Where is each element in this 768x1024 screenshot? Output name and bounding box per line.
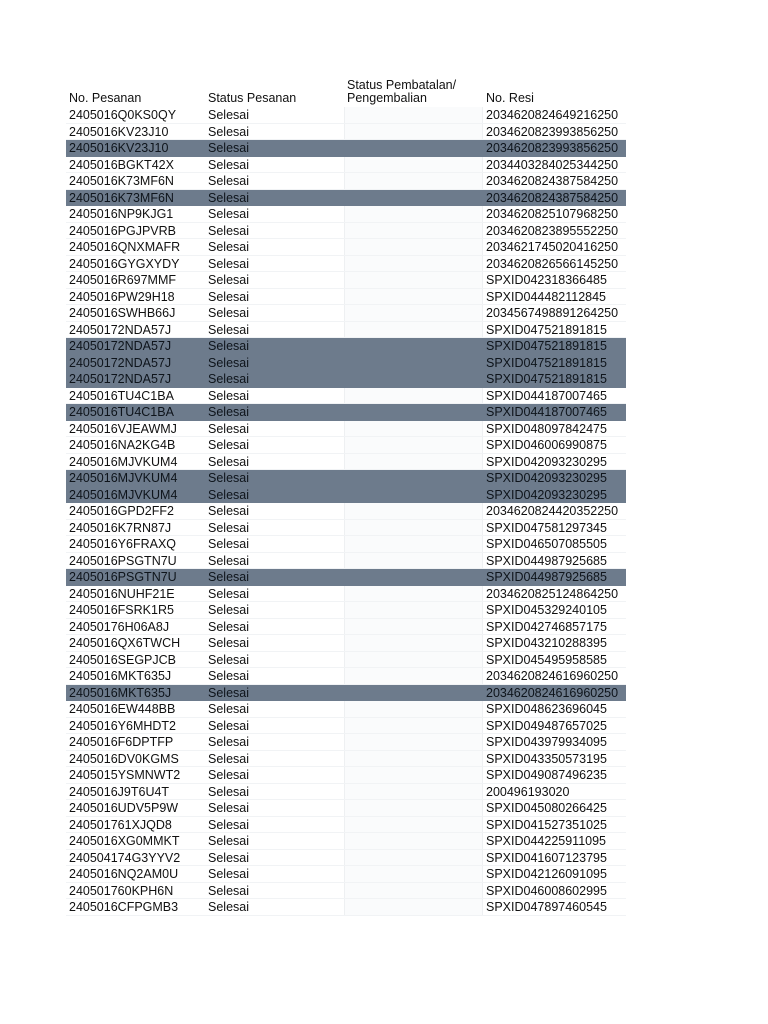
cell-no-pesanan: 2405016GPD2FF2 [69,504,174,518]
table-row [66,421,626,438]
cell-status-pembatalan [344,701,483,717]
table-row [66,685,626,702]
cell-status-pembatalan [344,536,483,552]
table-row [66,107,626,124]
cell-status-pesanan: Selesai [208,834,249,848]
cell-status-pembatalan [344,388,483,404]
cell-no-resi: 2034567498891264250 [486,306,619,320]
cell-status-pembatalan [344,586,483,602]
cell-status-pembatalan [344,784,483,800]
table-header [66,78,626,107]
cell-no-resi: SPXID044187007465 [486,405,607,419]
table-row [66,322,626,339]
cell-status-pesanan: Selesai [208,240,249,254]
cell-no-resi: SPXID042746857175 [486,619,607,634]
cell-no-resi: SPXID044482112845 [486,289,607,304]
table-row [66,388,626,405]
cell-status-pesanan: Selesai [208,900,249,914]
cell-no-pesanan: 2405016NQ2AM0U [69,867,179,881]
cell-no-resi: SPXID048097842475 [486,421,607,436]
cell-status-pesanan: Selesai [208,388,249,403]
cell-status-pesanan: Selesai [208,801,249,815]
cell-status-pesanan: Selesai [208,817,249,832]
table-row [66,701,626,718]
cell-status-pembatalan [344,404,483,420]
table-row [66,817,626,834]
cell-status-pembatalan [344,866,483,882]
table-row [66,223,626,240]
cell-status-pesanan: Selesai [208,207,249,221]
cell-status-pembatalan [344,223,483,239]
cell-status-pesanan: Selesai [208,223,249,238]
table-row [66,602,626,619]
table-row [66,454,626,471]
table-row [66,553,626,570]
cell-no-resi: SPXID045495958585 [486,652,607,667]
cell-status-pesanan: Selesai [208,867,249,881]
cell-no-pesanan: 2405016PGJPVRB [69,223,177,238]
cell-status-pembatalan [344,883,483,899]
cell-no-resi: SPXID044987925685 [486,553,607,568]
header-no-pesanan: No. Pesanan [69,91,142,105]
cell-no-pesanan: 2405016TU4C1BA [69,405,174,419]
cell-no-pesanan: 2405016KV23J10 [69,124,169,139]
cell-status-pesanan: Selesai [208,850,249,865]
cell-status-pesanan: Selesai [208,322,249,337]
table-row [66,718,626,735]
cell-no-pesanan: 2405016NA2KG4B [69,438,176,452]
table-row [66,751,626,768]
cell-status-pembatalan [344,800,483,816]
table-row [66,619,626,636]
cell-no-pesanan: 2405016BGKT42X [69,157,174,172]
cell-no-pesanan: 2405016Y6MHDT2 [69,718,177,733]
table-row [66,536,626,553]
cell-no-resi: 2034620823895552250 [486,223,619,238]
header-status-pembatalan-line1: Status Pembatalan/ [347,78,457,92]
cell-status-pesanan: Selesai [208,784,249,799]
cell-no-resi: SPXID047521891815 [486,322,607,337]
table-row [66,190,626,207]
cell-status-pembatalan [344,140,483,156]
cell-status-pembatalan [344,833,483,849]
cell-status-pembatalan [344,470,483,486]
cell-status-pembatalan [344,751,483,767]
cell-no-pesanan: 24050172NDA57J [69,372,172,386]
cell-no-resi: 200496193020 [486,784,570,799]
cell-no-resi: 2034620824616960250 [486,685,619,700]
table-row [66,157,626,174]
cell-no-resi: SPXID043979934095 [486,735,607,749]
cell-no-resi: SPXID045080266425 [486,801,607,815]
cell-no-pesanan: 2405016MJVKUM4 [69,454,178,469]
cell-no-pesanan: 2405016K73MF6N [69,190,174,205]
cell-status-pembatalan [344,652,483,668]
cell-status-pesanan: Selesai [208,718,249,733]
cell-status-pesanan: Selesai [208,174,249,188]
cell-no-pesanan: 2405016VJEAWMJ [69,421,177,436]
cell-status-pembatalan [344,553,483,569]
cell-no-pesanan: 2405016J9T6U4T [69,784,170,799]
cell-status-pesanan: Selesai [208,124,249,139]
cell-status-pembatalan [344,503,483,519]
cell-status-pembatalan [344,487,483,503]
cell-status-pembatalan [344,421,483,437]
cell-status-pesanan: Selesai [208,339,249,353]
cell-no-resi: SPXID047581297345 [486,520,607,535]
order-table [66,78,626,916]
cell-status-pesanan: Selesai [208,768,249,782]
cell-no-pesanan: 24050176H06A8J [69,619,170,634]
cell-no-resi: 2034620824420352250 [486,504,619,518]
cell-status-pembatalan [344,767,483,783]
table-row [66,305,626,322]
cell-status-pesanan: Selesai [208,454,249,469]
cell-status-pesanan: Selesai [208,553,249,568]
cell-status-pesanan: Selesai [208,405,249,419]
cell-status-pembatalan [344,124,483,140]
header-status-pesanan: Status Pesanan [208,91,297,105]
cell-status-pembatalan [344,206,483,222]
table-row [66,470,626,487]
cell-no-pesanan: 2405016F6DPTFP [69,735,174,749]
cell-status-pembatalan [344,157,483,173]
cell-status-pembatalan [344,107,483,123]
table-row [66,866,626,883]
table-row [66,569,626,586]
cell-status-pesanan: Selesai [208,669,249,683]
cell-no-pesanan: 2405016UDV5P9W [69,801,179,815]
cell-status-pembatalan [344,569,483,585]
cell-status-pesanan: Selesai [208,141,249,155]
cell-no-resi: 2034620823993856250 [486,141,619,155]
table-row [66,239,626,256]
table-row [66,487,626,504]
cell-no-resi: SPXID042093230295 [486,471,607,485]
cell-status-pembatalan [344,718,483,734]
cell-no-pesanan: 240501761XJQD8 [69,817,172,832]
table-row [66,371,626,388]
cell-no-resi: SPXID046006990875 [486,438,607,452]
cell-no-resi: 2034620824387584250 [486,190,619,205]
cell-status-pembatalan [344,817,483,833]
cell-no-pesanan: 2405016XG0MMKT [69,834,180,848]
cell-status-pesanan: Selesai [208,306,249,320]
cell-status-pembatalan [344,173,483,189]
cell-no-resi: SPXID045329240105 [486,603,607,617]
cell-status-pembatalan [344,734,483,750]
cell-no-pesanan: 2405015YSMNWT2 [69,768,181,782]
cell-no-pesanan: 2405016PSGTN7U [69,553,177,568]
cell-status-pesanan: Selesai [208,273,249,287]
cell-no-pesanan: 2405016SEGPJCB [69,652,177,667]
cell-no-pesanan: 2405016K7RN87J [69,520,172,535]
cell-no-resi: SPXID044225911095 [486,834,607,848]
cell-no-pesanan: 2405016MKT635J [69,685,172,700]
table-row [66,404,626,421]
cell-status-pembatalan [344,371,483,387]
cell-status-pembatalan [344,899,483,915]
cell-status-pembatalan [344,850,483,866]
cell-status-pembatalan [344,239,483,255]
cell-no-pesanan: 2405016SWHB66J [69,306,176,320]
cell-status-pesanan: Selesai [208,190,249,205]
cell-no-resi: SPXID047897460545 [486,900,607,914]
cell-no-resi: 2034621745020416250 [486,240,619,254]
table-row [66,734,626,751]
table-row [66,520,626,537]
cell-status-pesanan: Selesai [208,883,249,898]
cell-status-pesanan: Selesai [208,685,249,700]
cell-status-pesanan: Selesai [208,537,249,551]
cell-no-resi: SPXID043350573195 [486,751,607,766]
cell-status-pembatalan [344,256,483,272]
cell-no-resi: SPXID042318366485 [486,273,607,287]
table-row [66,635,626,652]
cell-status-pesanan: Selesai [208,504,249,518]
cell-no-resi: 2034620825124864250 [486,586,619,601]
cell-status-pembatalan [344,685,483,701]
cell-status-pesanan: Selesai [208,438,249,452]
table-row [66,899,626,916]
cell-no-pesanan: 2405016K73MF6N [69,174,174,188]
table-row [66,503,626,520]
cell-no-pesanan: 2405016QNXMAFR [69,240,181,254]
cell-no-pesanan: 2405016PSGTN7U [69,570,177,584]
cell-status-pembatalan [344,668,483,684]
cell-no-resi: 2034620823993856250 [486,124,619,139]
table-row [66,289,626,306]
cell-no-resi: SPXID047521891815 [486,339,607,353]
cell-no-resi: SPXID049087496235 [486,768,607,782]
cell-no-resi: SPXID042093230295 [486,487,607,502]
cell-status-pesanan: Selesai [208,570,249,584]
table-row [66,784,626,801]
table-row [66,883,626,900]
cell-status-pembatalan [344,355,483,371]
cell-status-pembatalan [344,272,483,288]
cell-status-pembatalan [344,619,483,635]
header-no-resi: No. Resi [486,91,534,105]
cell-no-resi: SPXID042126091095 [486,867,607,881]
cell-no-pesanan: 2405016R697MMF [69,273,177,287]
cell-no-resi: 2034620825107968250 [486,207,619,221]
cell-status-pembatalan [344,635,483,651]
cell-no-pesanan: 2405016CFPGMB3 [69,900,179,914]
cell-no-pesanan: 2405016TU4C1BA [69,388,174,403]
cell-no-pesanan: 2405016DV0KGMS [69,751,179,766]
cell-status-pesanan: Selesai [208,256,249,271]
cell-no-resi: SPXID048623696045 [486,702,607,716]
cell-no-pesanan: 2405016Y6FRAXQ [69,537,177,551]
table-row [66,767,626,784]
table-row [66,652,626,669]
cell-no-pesanan: 2405016FSRK1R5 [69,603,174,617]
cell-no-resi: SPXID042093230295 [486,454,607,469]
cell-no-resi: SPXID043210288395 [486,636,607,650]
cell-no-pesanan: 2405016Q0KS0QY [69,108,177,122]
cell-status-pesanan: Selesai [208,355,249,370]
cell-status-pembatalan [344,602,483,618]
cell-no-resi: SPXID047521891815 [486,355,607,370]
cell-no-resi: SPXID044187007465 [486,388,607,403]
cell-no-pesanan: 2405016MJVKUM4 [69,471,178,485]
cell-status-pesanan: Selesai [208,652,249,667]
cell-status-pesanan: Selesai [208,372,249,386]
table-body [66,107,626,916]
table-row [66,338,626,355]
table-row [66,124,626,141]
cell-status-pembatalan [344,454,483,470]
cell-no-resi: SPXID046008602995 [486,883,607,898]
cell-no-pesanan: 24050172NDA57J [69,322,172,337]
cell-status-pembatalan [344,322,483,338]
cell-no-resi: SPXID049487657025 [486,718,607,733]
header-status-pembatalan-line2: Pengembalian [347,91,427,105]
cell-no-resi: 2034620824616960250 [486,669,619,683]
cell-status-pesanan: Selesai [208,289,249,304]
table-row [66,800,626,817]
cell-status-pesanan: Selesai [208,471,249,485]
cell-status-pesanan: Selesai [208,157,249,172]
cell-no-resi: 2034620826566145250 [486,256,619,271]
cell-no-pesanan: 240501760KPH6N [69,883,174,898]
table-row [66,256,626,273]
table-row [66,668,626,685]
cell-status-pesanan: Selesai [208,702,249,716]
cell-status-pesanan: Selesai [208,108,249,122]
cell-status-pesanan: Selesai [208,487,249,502]
cell-no-resi: 2034403284025344250 [486,157,619,172]
table-row [66,140,626,157]
table-row [66,355,626,372]
cell-status-pembatalan [344,289,483,305]
cell-no-pesanan: 2405016KV23J10 [69,141,169,155]
cell-status-pembatalan [344,190,483,206]
cell-no-pesanan: 2405016PW29H18 [69,289,175,304]
cell-status-pembatalan [344,338,483,354]
cell-status-pembatalan [344,305,483,321]
cell-status-pesanan: Selesai [208,735,249,749]
cell-status-pesanan: Selesai [208,636,249,650]
cell-no-resi: SPXID041607123795 [486,850,607,865]
cell-no-pesanan: 24050172NDA57J [69,339,172,353]
cell-status-pembatalan [344,520,483,536]
cell-status-pesanan: Selesai [208,751,249,766]
table-row [66,437,626,454]
cell-no-pesanan: 2405016GYGXYDY [69,256,180,271]
cell-status-pesanan: Selesai [208,421,249,436]
table-row [66,173,626,190]
table-row [66,272,626,289]
cell-no-pesanan: 2405016MJVKUM4 [69,487,178,502]
cell-no-resi: SPXID046507085505 [486,537,607,551]
header-status-pembatalan [347,79,456,105]
cell-no-pesanan: 2405016MKT635J [69,669,172,683]
cell-no-pesanan: 2405016EW448BB [69,702,176,716]
cell-no-pesanan: 24050172NDA57J [69,355,172,370]
cell-no-resi: SPXID044987925685 [486,570,607,584]
cell-status-pesanan: Selesai [208,520,249,535]
table-row [66,586,626,603]
cell-status-pesanan: Selesai [208,586,249,601]
cell-no-resi: 2034620824649216250 [486,108,619,122]
cell-no-resi: 2034620824387584250 [486,174,619,188]
cell-no-pesanan: 2405016QX6TWCH [69,636,181,650]
cell-no-pesanan: 2405016NP9KJG1 [69,207,174,221]
table-row [66,833,626,850]
cell-status-pembatalan [344,437,483,453]
table-row [66,206,626,223]
cell-no-pesanan: 240504174G3YYV2 [69,850,181,865]
cell-status-pesanan: Selesai [208,603,249,617]
cell-no-pesanan: 2405016NUHF21E [69,586,175,601]
cell-status-pesanan: Selesai [208,619,249,634]
cell-no-resi: SPXID047521891815 [486,372,607,386]
cell-no-resi: SPXID041527351025 [486,817,607,832]
table-row [66,850,626,867]
